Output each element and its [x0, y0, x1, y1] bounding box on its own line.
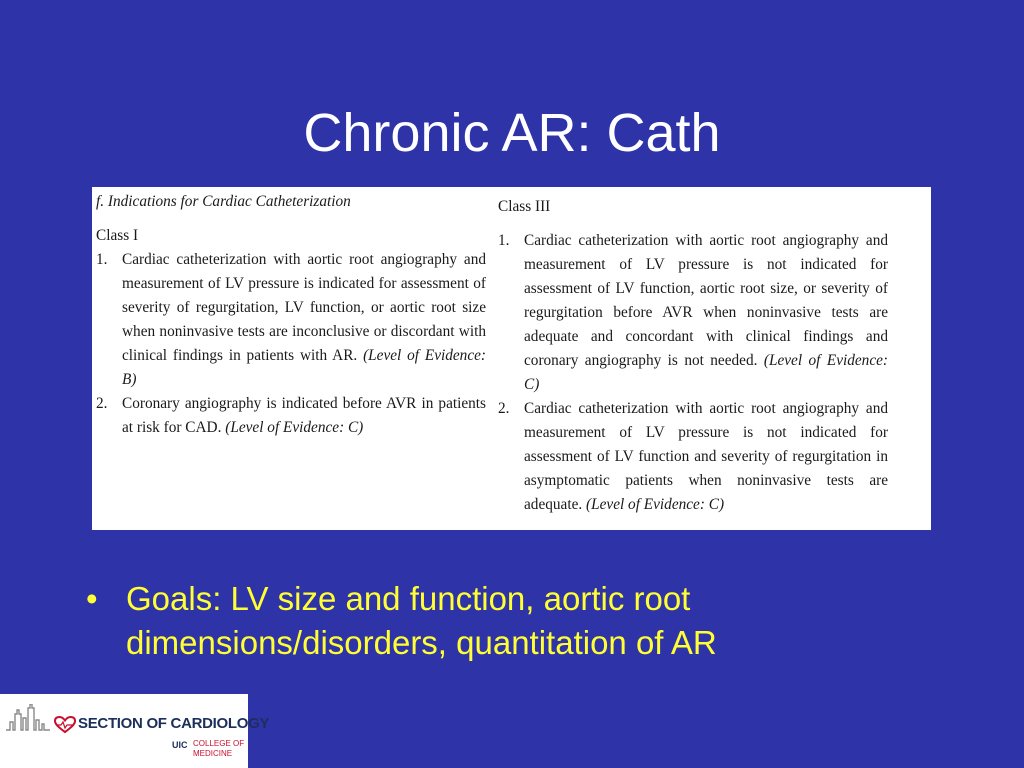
- recommendation-text: Coronary angiography is indicated before AVR in patients at risk for CAD.: [122, 395, 486, 436]
- class-iii-recommendation-2: [498, 397, 888, 517]
- level-of-evidence: (Level of Evidence: C): [524, 352, 888, 393]
- goals-text: Goals: LV size and function, aortic root dimensions/disorders, quantitation of AR: [126, 580, 717, 661]
- bullet-marker: •: [86, 580, 98, 617]
- logo-college-name: COLLEGE OF MEDICINE: [193, 739, 245, 758]
- chicago-skyline-icon: [6, 704, 54, 738]
- level-of-evidence: (Level of Evidence: B): [122, 347, 487, 388]
- class-iii-column: [498, 187, 888, 517]
- heart-icon: [54, 716, 76, 734]
- recommendation-text: Cardiac catheterization with aortic root angiography and measurement of LV pressure is indicated for assessment of severity of regurgitation, LV function, or aortic root size when noninvasive tests are inconclusive or discordant with clinical findings in patients with AR.: [122, 251, 486, 364]
- level-of-evidence: (Level of Evidence: C): [586, 496, 725, 513]
- class-i-heading: Class I: [96, 227, 139, 244]
- class-iii-heading: Class III: [498, 198, 551, 215]
- class-i-column: [96, 187, 486, 440]
- recommendation-number: 1.: [498, 232, 510, 249]
- recommendation-number: 2.: [96, 395, 108, 412]
- section-heading: f. Indications for Cardiac Catheterization: [96, 193, 351, 210]
- slide-title: Chronic AR: Cath: [303, 103, 721, 163]
- recommendation-number: 2.: [498, 400, 510, 417]
- logo-uic-mark: UIC: [172, 740, 188, 750]
- recommendation-number: 1.: [96, 251, 108, 268]
- class-iii-recommendation-1: [498, 229, 888, 397]
- guideline-excerpt-panel: [92, 187, 931, 530]
- logo-section-name: SECTION OF CARDIOLOGY: [78, 715, 270, 732]
- class-i-recommendation-1: [96, 248, 486, 392]
- recommendation-text: Cardiac catheterization with aortic root angiography and measurement of LV pressure is not indicated for assessment of LV function, aortic root size, or severity of regurgitation before AVR when noninvasive tests are adequate and concordant with clinical findings and coronary angiography is not needed.: [524, 232, 888, 369]
- class-i-recommendation-2: [96, 392, 486, 440]
- recommendation-text: Cardiac catheterization with aortic root angiography and measurement of LV pressure is not indicated for assessment of LV function and severity of regurgitation in asymptomatic patients when noninvasive tests are adequate.: [524, 400, 888, 513]
- section-of-cardiology-logo: [0, 694, 270, 768]
- goals-bullet: [86, 577, 966, 665]
- level-of-evidence: (Level of Evidence: C): [225, 419, 364, 436]
